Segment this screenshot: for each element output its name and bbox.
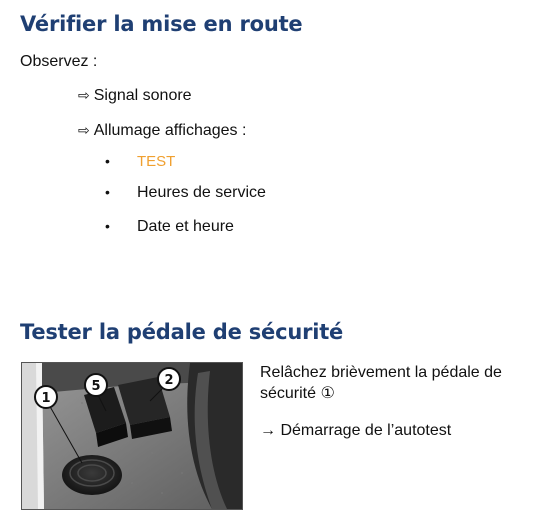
check-item-sound (78, 86, 192, 106)
observe-label: Observez : (20, 53, 98, 70)
bullet-icon: • (105, 153, 110, 169)
check-item-label: Allumage affichages : (93, 122, 247, 139)
display-item-label: TEST (137, 153, 176, 170)
bullet-icon: • (105, 218, 110, 234)
autotest-result: → Démarrage de l’autotest (260, 422, 452, 439)
section-title-safety-pedal: Tester la pédale de sécurité (20, 320, 344, 344)
bullet-icon: • (105, 184, 110, 200)
callout-label-5: 5 (91, 379, 101, 394)
display-item-hours (105, 182, 266, 203)
callout-label-2: 2 (164, 373, 174, 388)
pedal-photo (21, 362, 243, 510)
right-arrow-icon: ⇨ (78, 88, 90, 104)
display-item-label: Date et heure (137, 218, 234, 235)
check-item-label: Signal sonore (93, 87, 192, 104)
display-item-datetime (105, 216, 234, 237)
callout-label-1: 1 (41, 391, 51, 406)
right-arrow-icon: ⇨ (78, 123, 90, 139)
display-item-test (105, 151, 175, 172)
check-item-displays (78, 121, 246, 141)
section-title-startup: Vérifier la mise en route (20, 12, 303, 36)
pedal-instruction: Relâchez brièvement la pédale de sécurité ① (260, 364, 502, 402)
display-item-label: Heures de service (137, 184, 266, 201)
